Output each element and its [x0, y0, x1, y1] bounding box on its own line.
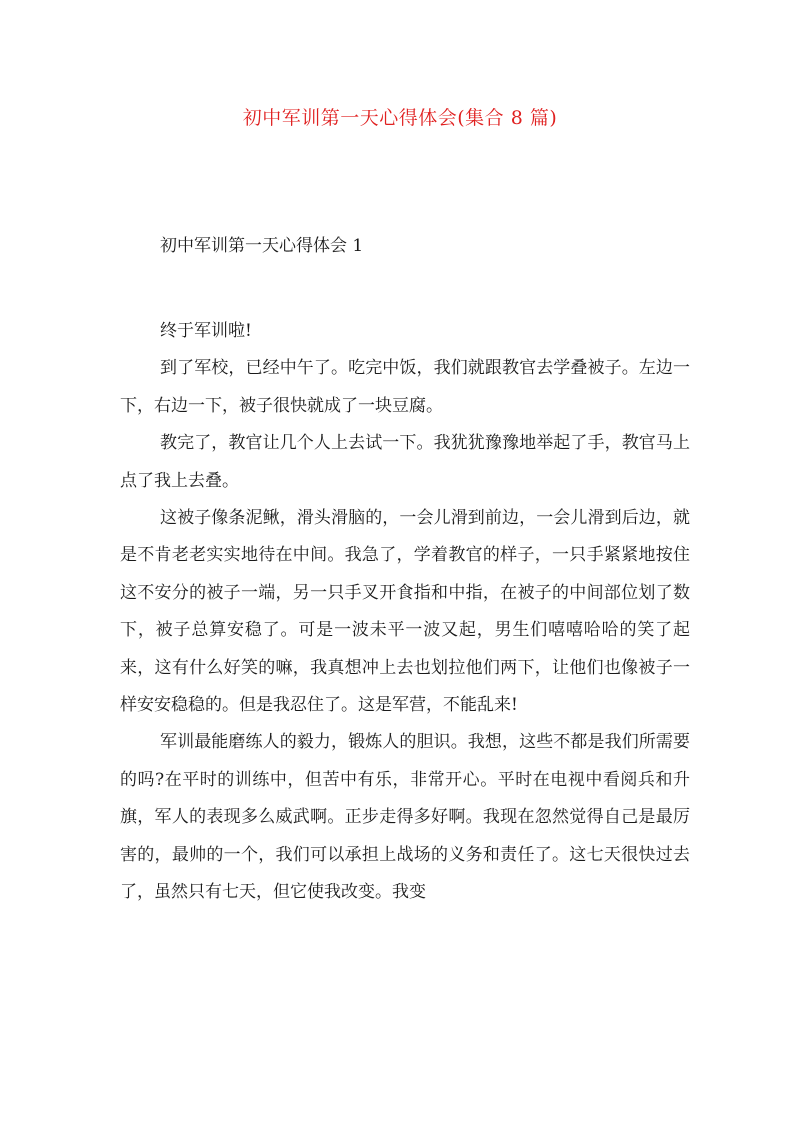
paragraph: 终于军训啦! [160, 321, 252, 341]
paragraph: 这被子像条泥鳅，滑头滑脑的，一会儿滑到前边，一会儿滑到后边，就是不肯老老实实地待在中间。我急了，学着教官的样子，一只手紧紧地按住这不安分的被子一端，另一只手叉开食指和中指，在被子的中间部位划了数下，被子总算安稳了。可是一波未平一波又起，男生们嘻嘻哈哈的笑了起来，这有什么好笑的嘛，我真想冲上去也划拉他们两下，让他们也像被子一样安安稳稳的。但是我忍住了。这是军营，不能乱来! [120, 508, 690, 716]
document-title: 初中军训第一天心得体会(集合 8 篇) [242, 107, 558, 129]
paragraph: 教完了，教官让几个人上去试一下。我犹犹豫豫地举起了手，教官马上点了我上去叠。 [120, 433, 690, 491]
paragraph: 到了军校，已经中午了。吃完中饭，我们就跟教官去学叠被子。左边一下，右边一下，被子很快就成了一块豆腐。 [120, 358, 690, 416]
paragraph: 军训最能磨练人的毅力，锻炼人的胆识。我想，这些不都是我们所需要的吗?在平时的训练中，但苦中有乐，非常开心。平时在电视中看阅兵和升旗，军人的表现多么威武啊。正步走得多好啊。我现在忽然觉得自己是最厉害的，最帅的一个，我们可以承担上战场的义务和责任了。这七天很快过去了，虽然只有七天，但它使我改变。我变 [120, 732, 690, 903]
article-body [120, 313, 690, 912]
section-heading: 初中军训第一天心得体会 1 [160, 236, 364, 256]
